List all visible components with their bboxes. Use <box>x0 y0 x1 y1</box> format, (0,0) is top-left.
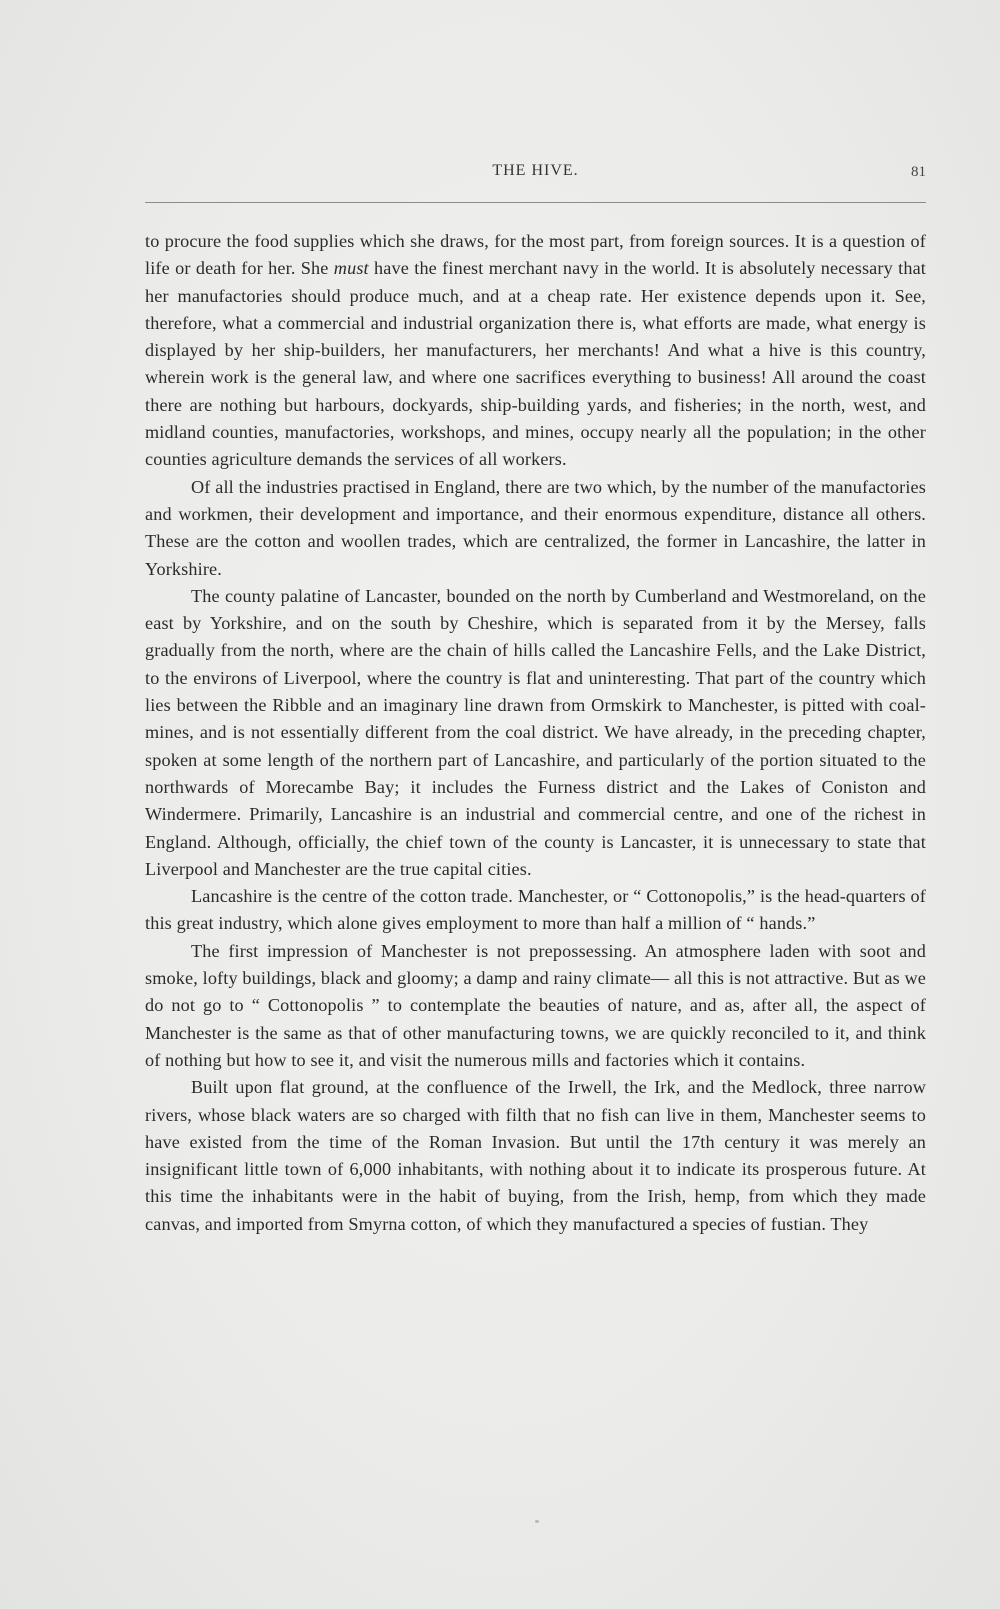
paragraph-1-text-after: have the finest merchant navy in the world. It is absolutely necessary that her manufactories should produce much, and at a cheap rate. Her existence depends upon it. See, therefore, what a commercial and industrial organization there is, what efforts are made, what energy is displayed by her ship-builders, her manufacturers, her merchants! And what a hive is this country, wherein work is the general law, and where one sacrifices everything to business! All around the coast there are nothing but harbours, dockyards, ship-building yards, and fisheries; in the north, west, and midland counties, manufactories, workshops, and mines, occupy nearly all the population; in the other counties agriculture demands the services of all workers. <box>145 258 926 470</box>
paragraph-5: The first impression of Manchester is not prepossessing. An atmosphere laden with soot and smoke, lofty buildings, black and gloomy; a damp and rainy climate— all this is not attractive. But as we do not go to “ Cottonopolis ” to contemplate the beauties of nature, and as, after all, the aspect of Manchester is the same as that of other manufacturing towns, we are quickly reconciled to it, and think of nothing but how to see it, and visit the numerous mills and factories which it contains. <box>145 940 926 1070</box>
body-text <box>145 228 926 1238</box>
paragraph-4: Lancashire is the centre of the cotton trade. Manchester, or “ Cottonopolis,” is the head-quarters of this great industry, which alone gives employment to more than half a million of “ hands.” <box>145 886 926 934</box>
paragraph-1-text-before: to procure the food supplies which she draws, for the most part, from foreign sources. It is a question of life or death for her. She <box>145 231 926 279</box>
running-title: THE HIVE. <box>492 162 579 179</box>
page-number: 81 <box>911 164 926 180</box>
header-rule <box>145 202 926 203</box>
paragraph-3: The county palatine of Lancaster, bounded on the north by Cumberland and Westmoreland, on the east by Yorkshire, and on the south by Cheshire, which is separated from it by the Mersey, falls gradually from the north, where are the chain of hills called the Lancashire Fells, and the Lake District, to the environs of Liverpool, where the country is flat and uninteresting. That part of the country which lies between the Ribble and an imaginary line drawn from Ormskirk to Manchester, is pitted with coal-mines, and is not essentially different from the coal district. We have already, in the preceding chapter, spoken at some length of the northern part of Lancashire, and particularly of the portion situated to the northwards of Morecambe Bay; it includes the Furness district and the Lakes of Coniston and Windermere. Primarily, Lancashire is an industrial and commercial centre, and one of the richest in England. Although, officially, the chief town of the county is Lancaster, it is unnecessary to state that Liverpool and Manchester are the true capital cities. <box>145 585 926 879</box>
paragraph-6: Built upon flat ground, at the confluence of the Irwell, the Irk, and the Medlock, three narrow rivers, whose black waters are so charged with filth that no fish can live in them, Manchester seems to have existed from the time of the Roman Invasion. But until the 17th century it was merely an insignificant little town of 6,000 inhabitants, with nothing about it to indicate its prosperous future. At this time the inhabitants were in the habit of buying, from the Irish, hemp, from which they made canvas, and imported from Smyrna cotton, of which they manufactured a species of fustian. They <box>145 1077 926 1234</box>
paragraph-2: Of all the industries practised in England, there are two which, by the number of the manufactories and workmen, their development and importance, and their enormous expenditure, distance all others. These are the cotton and woollen trades, which are centralized, the former in Lancashire, the latter in Yorkshire. <box>145 476 926 579</box>
emphasis-must: must <box>333 258 369 279</box>
page-smudge <box>535 1520 539 1523</box>
running-head <box>145 162 926 188</box>
paragraph-1 <box>145 228 926 474</box>
